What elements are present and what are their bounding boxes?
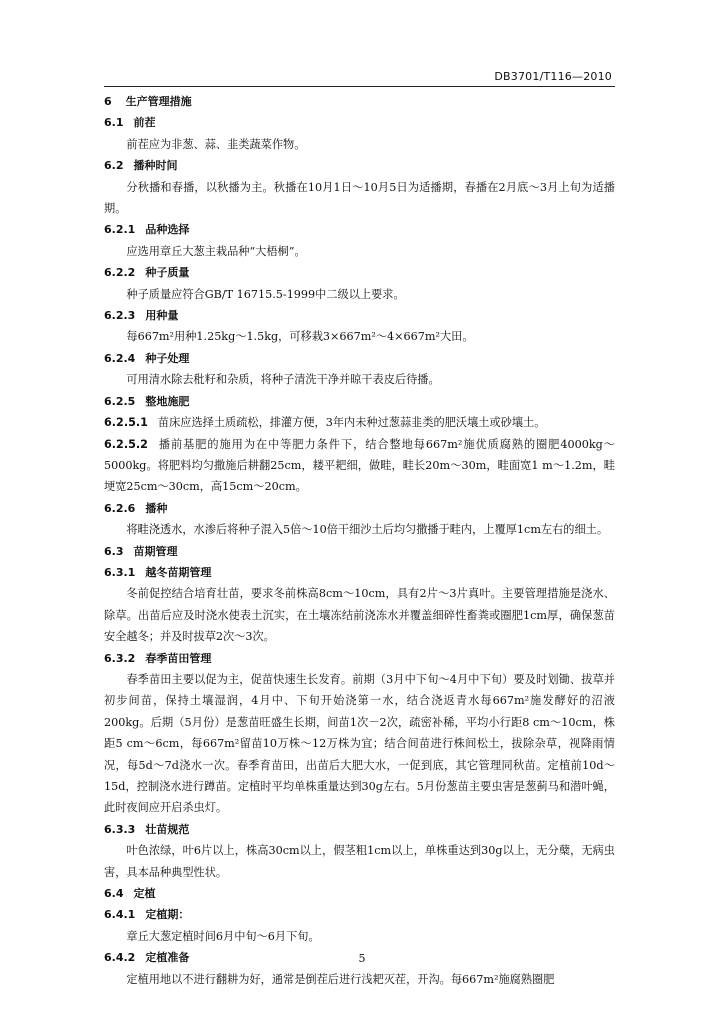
section-heading xyxy=(104,348,615,369)
document-body xyxy=(104,91,615,990)
section-number: 6 xyxy=(104,95,112,108)
section-number: 6.4.1 xyxy=(104,908,136,922)
section-title: 种子质量 xyxy=(145,266,190,280)
section-heading xyxy=(104,541,615,562)
section-title: 整地施肥 xyxy=(145,394,190,408)
section-heading xyxy=(104,91,615,112)
paragraph: 章丘大葱定植时间6月中旬～6月下旬。 xyxy=(126,929,320,943)
section-number: 6.2.6 xyxy=(104,501,136,515)
section-number: 6.2.5 xyxy=(104,394,136,408)
section-heading xyxy=(104,904,615,925)
section-number: 6.3.3 xyxy=(104,822,136,836)
section-title: 种子处理 xyxy=(145,351,190,365)
section-number: 6.4.2 xyxy=(104,951,136,965)
paragraph: 将畦浇透水，水渗后将种子混入5倍～10倍干细沙土后均匀撒播于畦内，上覆厚1cm左右的细土。 xyxy=(126,523,609,537)
clause-number: 6.2.5.1 xyxy=(104,416,148,430)
paragraph: 叶色浓绿，叶6片以上，株高30cm以上，假茎粗1cm以上，单株重达到30g以上，无分蘖，无病虫害，具本品种典型性状。 xyxy=(104,844,615,879)
section-number: 6.1 xyxy=(104,116,124,130)
section-title: 前茬 xyxy=(133,116,156,130)
section-heading xyxy=(104,155,615,176)
section-heading xyxy=(104,648,615,669)
paragraph: 种子质量应符合GB/T 16715.5-1999中二级以上要求。 xyxy=(126,287,405,301)
section-number: 6.2.4 xyxy=(104,351,136,365)
section-number: 6.2.2 xyxy=(104,266,136,280)
paragraph: 可用清水除去秕籽和杂质，将种子清洗干净并晾干表皮后待播。 xyxy=(126,373,440,387)
section-title: 定植期： xyxy=(145,908,190,922)
paragraph: 每667m²用种1.25kg～1.5kg，可移栽3×667m²～4×667m²大田。 xyxy=(126,330,474,344)
section-title: 用种量 xyxy=(145,309,179,323)
paragraph: 春季苗田主要以促为主，促苗快速生长发育。前期（3月中下旬～4月中下旬）要及时划锄、拔草并初步间苗，保持土壤湿润，4月中、下旬开始浇第一水，结合浇返青水每667m²施发酵好的沼液200kg。后期（5月份）是葱苗旺盛生长期，间苗1次－2次，疏密补稀，平均小行距8 cm～10cm，株距5 cm～6cm，每667m²留苗10万株～12万株为宜；结合间苗进行株间松土，拔除杂草，视降雨情况，每5d～7d浇水一次。春季育苗田，出苗后大肥大水，一促到底，其它管理同秋苗。定植前10d～15d，控制浇水进行蹲苗。定植时平均单株重量达到30g左右。5月份葱苗主要虫害是葱蓟马和潜叶蝇，此时夜间应开启杀虫灯。 xyxy=(104,672,615,815)
section-number: 6.3 xyxy=(104,544,124,558)
paragraph: 应选用章丘大葱主栽品种“大梧桐”。 xyxy=(126,244,306,258)
paragraph: 定植用地以不进行翻耕为好，通常是倒茬后进行浅耙灭茬，开沟。每667m²施腐熟圈肥 xyxy=(126,972,555,986)
section-title: 品种选择 xyxy=(145,223,190,237)
header-rule xyxy=(104,86,615,87)
section-number: 6.2.1 xyxy=(104,223,136,237)
section-number: 6.3.2 xyxy=(104,651,136,665)
section-heading xyxy=(104,391,615,412)
clause-text: 苗床应选择土质疏松，排灌方便，3年内未种过葱蒜韭类的肥沃壤土或砂壤土。 xyxy=(157,416,546,430)
section-title: 定植准备 xyxy=(145,951,190,965)
clause-number: 6.2.5.2 xyxy=(104,437,148,451)
paragraph: 分秋播和春播，以秋播为主。秋播在10月1日～10月5日为适播期，春播在2月底～3月上旬为适播期。 xyxy=(104,180,615,216)
paragraph: 前茬应为非葱、蒜、韭类蔬菜作物。 xyxy=(126,137,306,151)
page-number: 5 xyxy=(358,952,366,965)
section-heading xyxy=(104,112,615,133)
section-heading xyxy=(104,562,615,583)
section-number: 6.4 xyxy=(104,887,124,901)
paragraph: 冬前促控结合培育壮苗，要求冬前株高8cm～10cm，具有2片～3片真叶。主要管理措施是浇水、除草。出苗后应及时浇水使表土沉实，在土壤冻结前浇冻水并覆盖细碎性畜粪或圈肥1cm厚，确保葱苗安全越冬；并及时拔草2次～3次。 xyxy=(104,587,615,644)
section-title: 壮苗规范 xyxy=(145,822,190,836)
section-heading xyxy=(104,498,615,519)
section-number: 6.3.1 xyxy=(104,565,136,579)
section-heading xyxy=(104,819,615,840)
section-title: 播种时间 xyxy=(133,159,178,173)
section-title: 定植 xyxy=(133,887,156,901)
numbered-paragraph xyxy=(104,412,615,433)
section-title: 生产管理措施 xyxy=(125,95,192,108)
section-title: 越冬苗期管理 xyxy=(145,565,212,579)
section-number: 6.2 xyxy=(104,159,124,173)
numbered-paragraph xyxy=(104,434,615,498)
section-title: 春季苗田管理 xyxy=(145,651,212,665)
clause-text: 播前基肥的施用为在中等肥力条件下，结合整地每667m²施优质腐熟的圈肥4000kg～5000kg。将肥料均匀撒施后耕翻25cm，耧平耙细，做畦，畦长20m～30m，畦面宽1 m～1.2m，畦埂宽25cm～30cm，高15cm～20cm。 xyxy=(104,437,615,494)
section-heading xyxy=(104,305,615,326)
section-number: 6.2.3 xyxy=(104,309,136,323)
document-code: DB3701/T116—2010 xyxy=(494,70,612,83)
section-heading xyxy=(104,262,615,283)
section-heading xyxy=(104,883,615,904)
section-title: 苗期管理 xyxy=(133,544,178,558)
section-heading xyxy=(104,219,615,240)
section-title: 播种 xyxy=(145,501,168,515)
